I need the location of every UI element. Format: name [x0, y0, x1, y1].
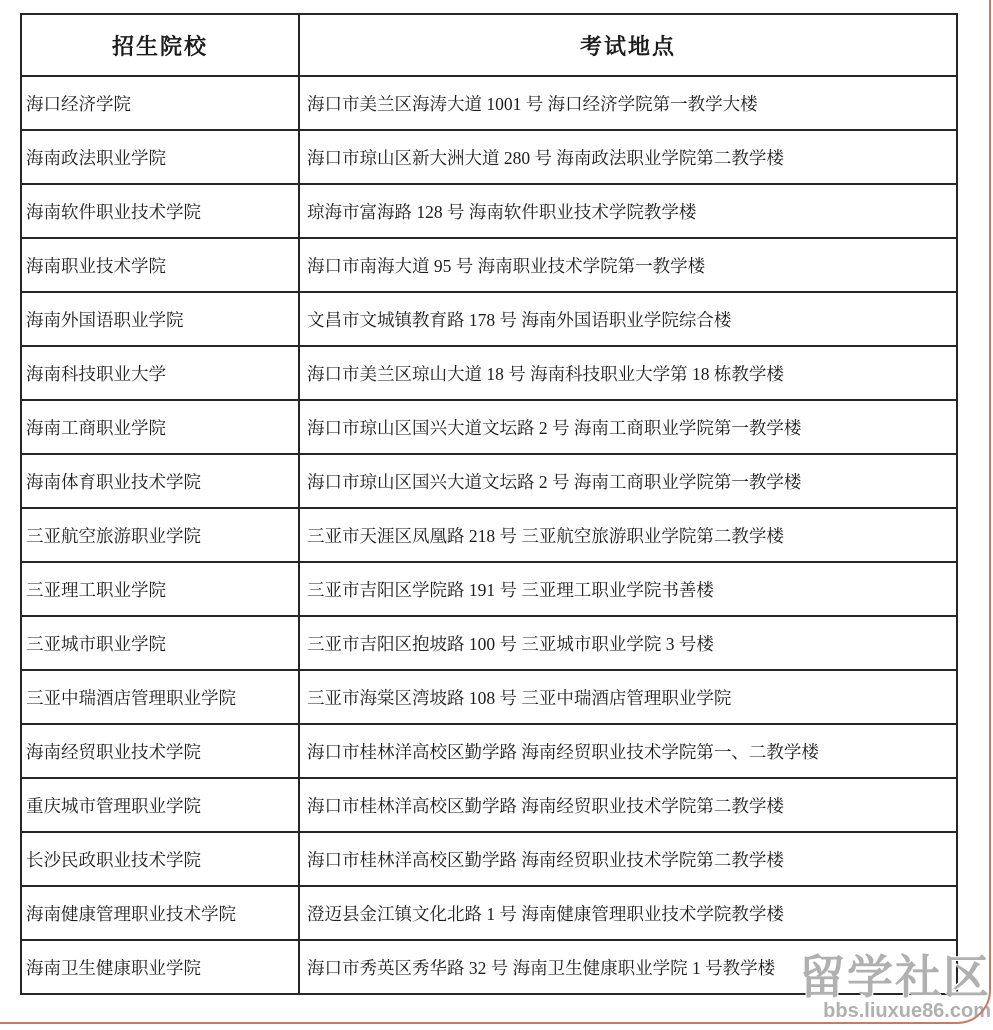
table-row — [21, 238, 957, 292]
exam-location-cell: 海口市桂林洋高校区勤学路 海南经贸职业技术学院第一、二教学楼 — [299, 724, 957, 778]
exam-location-cell: 海口市秀英区秀华路 32 号 海南卫生健康职业学院 1 号教学楼 — [299, 940, 957, 994]
table-row — [21, 562, 957, 616]
school-name-cell: 长沙民政职业技术学院 — [21, 832, 299, 886]
exam-location-cell: 海口市美兰区琼山大道 18 号 海南科技职业大学第 18 栋教学楼 — [299, 346, 957, 400]
school-name-cell: 海南政法职业学院 — [21, 130, 299, 184]
school-name-cell: 海南卫生健康职业学院 — [21, 940, 299, 994]
table-row — [21, 724, 957, 778]
school-name-cell: 三亚航空旅游职业学院 — [21, 508, 299, 562]
exam-location-cell: 澄迈县金江镇文化北路 1 号 海南健康管理职业技术学院教学楼 — [299, 886, 957, 940]
column-header-school: 招生院校 — [21, 14, 299, 76]
school-name-cell: 海南体育职业技术学院 — [21, 454, 299, 508]
exam-location-cell: 海口市琼山区新大洲大道 280 号 海南政法职业学院第二教学楼 — [299, 130, 957, 184]
school-name-cell: 海口经济学院 — [21, 76, 299, 130]
table-row — [21, 454, 957, 508]
exam-location-cell: 海口市南海大道 95 号 海南职业技术学院第一教学楼 — [299, 238, 957, 292]
table-row — [21, 346, 957, 400]
exam-location-cell: 海口市琼山区国兴大道文坛路 2 号 海南工商职业学院第一教学楼 — [299, 454, 957, 508]
table-row — [21, 886, 957, 940]
watermark-url: bbs.liuxue86.com — [823, 1000, 991, 1022]
watermark-title: 留学社区 — [799, 951, 991, 1003]
exam-location-cell: 海口市桂林洋高校区勤学路 海南经贸职业技术学院第二教学楼 — [299, 832, 957, 886]
table-row — [21, 184, 957, 238]
school-name-cell: 海南外国语职业学院 — [21, 292, 299, 346]
table-row — [21, 832, 957, 886]
table-row — [21, 292, 957, 346]
table-row — [21, 670, 957, 724]
school-name-cell: 海南经贸职业技术学院 — [21, 724, 299, 778]
table-row — [21, 508, 957, 562]
table-row — [21, 778, 957, 832]
school-name-cell: 重庆城市管理职业学院 — [21, 778, 299, 832]
exam-location-cell: 海口市美兰区海涛大道 1001 号 海口经济学院第一教学大楼 — [299, 76, 957, 130]
school-name-cell: 三亚理工职业学院 — [21, 562, 299, 616]
school-name-cell: 海南科技职业大学 — [21, 346, 299, 400]
exam-location-cell: 海口市桂林洋高校区勤学路 海南经贸职业技术学院第二教学楼 — [299, 778, 957, 832]
school-name-cell: 海南工商职业学院 — [21, 400, 299, 454]
table-row — [21, 940, 957, 994]
table-row — [21, 400, 957, 454]
table-header-row — [21, 14, 957, 76]
school-name-cell: 三亚城市职业学院 — [21, 616, 299, 670]
exam-location-cell: 琼海市富海路 128 号 海南软件职业技术学院教学楼 — [299, 184, 957, 238]
school-name-cell: 海南健康管理职业技术学院 — [21, 886, 299, 940]
exam-location-cell: 三亚市天涯区凤凰路 218 号 三亚航空旅游职业学院第二教学楼 — [299, 508, 957, 562]
exam-location-cell: 三亚市海棠区湾坡路 108 号 三亚中瑞酒店管理职业学院 — [299, 670, 957, 724]
table-row — [21, 616, 957, 670]
exam-location-cell: 文昌市文城镇教育路 178 号 海南外国语职业学院综合楼 — [299, 292, 957, 346]
column-header-location: 考试地点 — [299, 14, 957, 76]
table-row — [21, 130, 957, 184]
school-name-cell: 海南职业技术学院 — [21, 238, 299, 292]
school-name-cell: 海南软件职业技术学院 — [21, 184, 299, 238]
exam-location-cell: 三亚市吉阳区学院路 191 号 三亚理工职业学院书善楼 — [299, 562, 957, 616]
school-name-cell: 三亚中瑞酒店管理职业学院 — [21, 670, 299, 724]
exam-location-cell: 三亚市吉阳区抱坡路 100 号 三亚城市职业学院 3 号楼 — [299, 616, 957, 670]
table-row — [21, 76, 957, 130]
exam-locations-table — [20, 13, 958, 995]
exam-location-cell: 海口市琼山区国兴大道文坛路 2 号 海南工商职业学院第一教学楼 — [299, 400, 957, 454]
